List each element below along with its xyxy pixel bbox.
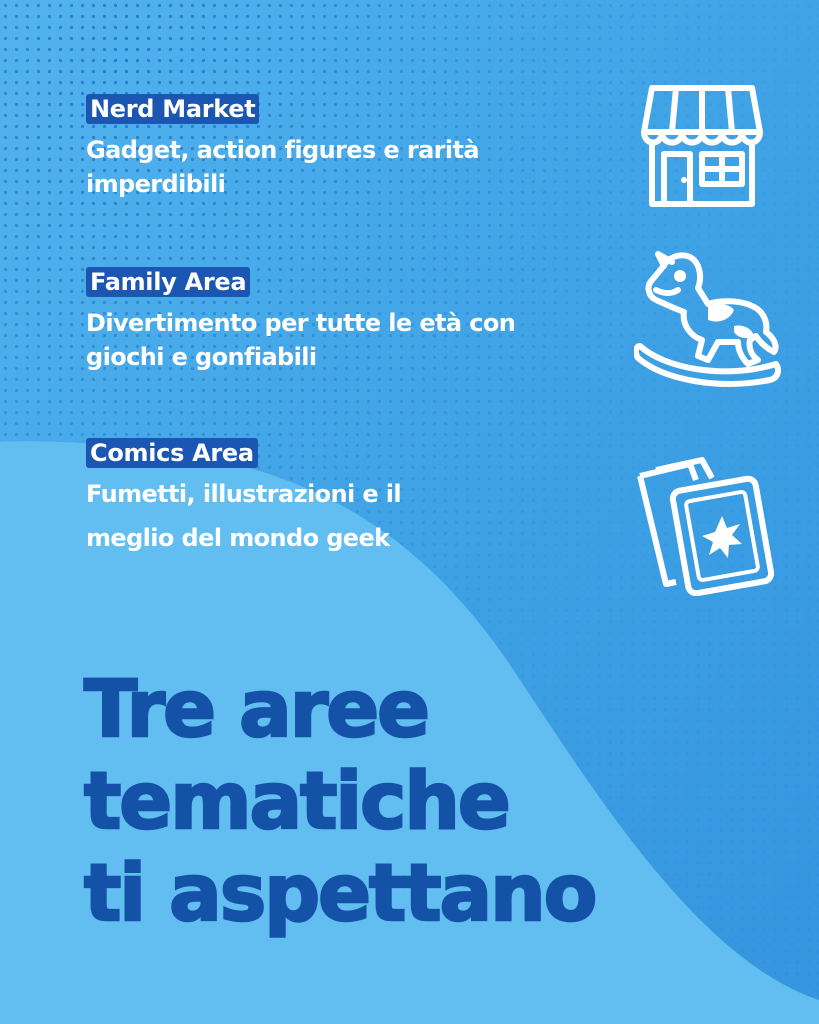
headline-line: Tre aree (84, 665, 429, 755)
area-description-line: imperdibili (86, 170, 226, 198)
area-description (86, 472, 401, 560)
area-title: Family Area (86, 267, 250, 297)
area-title: Comics Area (86, 438, 258, 468)
area-family-area (86, 267, 515, 374)
area-description-line: Fumetti, illustrazioni e il (86, 480, 402, 508)
area-title: Nerd Market (86, 94, 259, 124)
area-description-line: Divertimento per tutte le età con (86, 309, 516, 337)
headline-line: ti aspettano (84, 849, 596, 939)
shop-icon (640, 80, 764, 212)
area-description-line: giochi e gonfiabili (86, 343, 317, 371)
cards-icon (632, 456, 774, 596)
area-description-line: Gadget, action figures e rarità (86, 136, 480, 164)
rocking-horse-icon (634, 248, 784, 388)
area-description-line: meglio del mondo geek (86, 524, 390, 552)
area-description (86, 133, 479, 201)
area-description (86, 306, 515, 374)
headline (84, 664, 595, 940)
area-nerd-market (86, 94, 479, 201)
area-comics-area (86, 438, 401, 560)
headline-line: tematiche (84, 757, 509, 847)
